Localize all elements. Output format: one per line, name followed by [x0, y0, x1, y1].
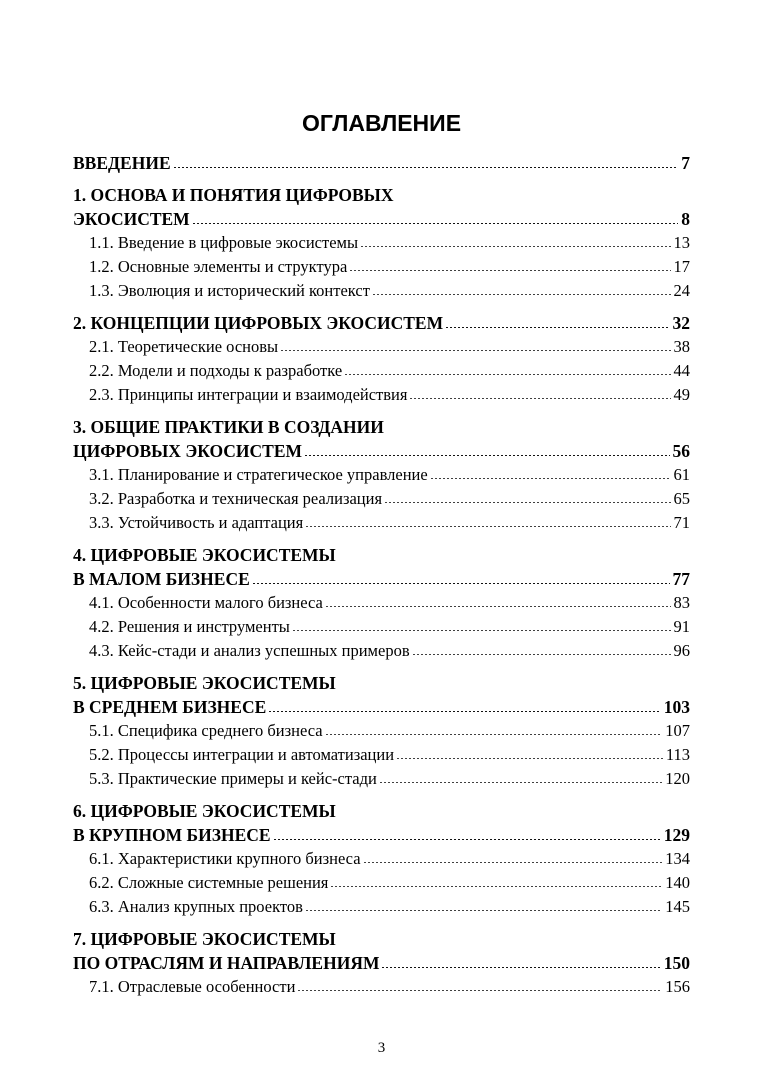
- subsection-entry[interactable]: [73, 719, 690, 743]
- chapter-heading[interactable]: [73, 311, 690, 335]
- subsection-entry[interactable]: [73, 615, 690, 639]
- entry-page: 65: [673, 489, 690, 508]
- dot-leader: [173, 167, 679, 168]
- toc-entry[interactable]: [73, 151, 690, 175]
- entry-page: 32: [672, 313, 690, 333]
- toc-entry[interactable]: [73, 207, 690, 231]
- toc-entry[interactable]: [73, 823, 690, 847]
- chapter-block: [73, 311, 690, 407]
- chapter-heading[interactable]: [73, 671, 690, 719]
- chapter-block: [73, 151, 690, 175]
- subsection-entry[interactable]: [73, 231, 690, 255]
- toc-entry[interactable]: [89, 463, 690, 487]
- chapter-block: [73, 799, 690, 919]
- entry-title: 1.3. Эволюция и исторический контекст: [89, 281, 370, 300]
- toc-entry[interactable]: [89, 359, 690, 383]
- dot-leader: [381, 967, 660, 968]
- chapter-block: [73, 927, 690, 999]
- toc-entry[interactable]: [73, 567, 690, 591]
- entry-title: ЦИФРОВЫХ ЭКОСИСТЕМ: [73, 441, 303, 461]
- entry-title: 6.3. Анализ крупных проектов: [89, 897, 303, 916]
- entry-page: 120: [665, 769, 690, 788]
- chapter-heading[interactable]: [73, 927, 690, 975]
- subsection-entry[interactable]: [73, 511, 690, 535]
- entry-title: 5. ЦИФРОВЫЕ ЭКОСИСТЕМЫ: [73, 673, 336, 693]
- subsection-entry[interactable]: [73, 487, 690, 511]
- subsection-entry[interactable]: [73, 279, 690, 303]
- dot-leader: [325, 734, 663, 735]
- dot-leader: [384, 502, 670, 503]
- entry-page: 107: [665, 721, 690, 740]
- entry-page: 7: [681, 153, 690, 173]
- page-number: 3: [377, 1040, 386, 1056]
- entry-title: 4.2. Решения и инструменты: [89, 617, 290, 636]
- subsection-entry[interactable]: [73, 383, 690, 407]
- chapter-block: [73, 543, 690, 663]
- entry-title: В СРЕДНЕМ БИЗНЕСЕ: [73, 697, 267, 717]
- toc-entry[interactable]: [89, 335, 690, 359]
- chapter-heading[interactable]: [73, 543, 690, 591]
- entry-page: 129: [663, 825, 690, 845]
- toc-entry[interactable]: [73, 183, 690, 207]
- entry-title: ПО ОТРАСЛЯМ И НАПРАВЛЕНИЯМ: [73, 953, 380, 973]
- entry-page: 71: [673, 513, 690, 532]
- toc-entry[interactable]: [89, 615, 690, 639]
- subsection-entry[interactable]: [73, 871, 690, 895]
- entry-title: 6.2. Сложные системные решения: [89, 873, 329, 892]
- subsection-entry[interactable]: [73, 975, 690, 999]
- dot-leader: [360, 246, 670, 247]
- toc-entry[interactable]: [89, 975, 690, 999]
- toc-entry[interactable]: [89, 847, 690, 871]
- entry-page: 44: [673, 361, 690, 380]
- chapter-heading[interactable]: [73, 151, 690, 175]
- toc-entry[interactable]: [89, 511, 690, 535]
- toc-entry[interactable]: [89, 487, 690, 511]
- subsection-entry[interactable]: [73, 767, 690, 791]
- toc-entry[interactable]: [73, 311, 690, 335]
- chapter-block: [73, 415, 690, 535]
- dot-leader: [430, 478, 671, 479]
- dot-leader: [445, 327, 669, 328]
- toc-entry[interactable]: [89, 383, 690, 407]
- toc-entry[interactable]: [89, 871, 690, 895]
- entry-title: 3. ОБЩИЕ ПРАКТИКИ В СОЗДАНИИ: [73, 417, 384, 437]
- toc-entry[interactable]: [73, 799, 690, 823]
- dot-leader: [330, 886, 662, 887]
- dot-leader: [363, 862, 663, 863]
- entry-title: 1.1. Введение в цифровые экосистемы: [89, 233, 359, 252]
- toc-entry[interactable]: [89, 895, 690, 919]
- dot-leader: [297, 990, 662, 991]
- table-of-contents: [73, 151, 690, 999]
- dot-leader: [372, 294, 671, 295]
- entry-page: 91: [673, 617, 690, 636]
- entry-title: 3.2. Разработка и техническая реализация: [89, 489, 383, 508]
- entry-title: 3.1. Планирование и стратегическое управление: [89, 465, 428, 484]
- entry-page: 156: [665, 977, 690, 996]
- entry-page: 145: [665, 897, 690, 916]
- dot-leader: [409, 398, 670, 399]
- entry-title: 5.3. Практические примеры и кейс-стади: [89, 769, 377, 788]
- dot-leader: [379, 782, 662, 783]
- dot-leader: [192, 223, 679, 224]
- dot-leader: [325, 606, 671, 607]
- toc-entry[interactable]: [73, 671, 690, 695]
- chapter-block: [73, 183, 690, 303]
- subsection-entry[interactable]: [73, 847, 690, 871]
- entry-title: 2. КОНЦЕПЦИИ ЦИФРОВЫХ ЭКОСИСТЕМ: [73, 313, 444, 333]
- entry-title: ЭКОСИСТЕМ: [73, 209, 190, 229]
- entry-title: 6. ЦИФРОВЫЕ ЭКОСИСТЕМЫ: [73, 801, 336, 821]
- toc-entry[interactable]: [89, 591, 690, 615]
- entry-title: 5.2. Процессы интеграции и автоматизации: [89, 745, 395, 764]
- toc-entry[interactable]: [89, 719, 690, 743]
- entry-title: В КРУПНОМ БИЗНЕСЕ: [73, 825, 271, 845]
- entry-page: 140: [665, 873, 690, 892]
- entry-page: 96: [673, 641, 690, 660]
- dot-leader: [280, 350, 670, 351]
- entry-page: 103: [663, 697, 690, 717]
- subsection-entry[interactable]: [73, 743, 690, 767]
- entry-page: 77: [672, 569, 690, 589]
- entry-page: 17: [673, 257, 690, 276]
- subsection-entry[interactable]: [73, 359, 690, 383]
- entry-page: 113: [665, 745, 690, 764]
- toc-entry[interactable]: [73, 927, 690, 951]
- entry-page: 150: [663, 953, 690, 973]
- chapter-heading[interactable]: [73, 799, 690, 847]
- dot-leader: [252, 583, 670, 584]
- toc-entry[interactable]: [89, 743, 690, 767]
- dot-leader: [396, 758, 663, 759]
- entry-title: 7. ЦИФРОВЫЕ ЭКОСИСТЕМЫ: [73, 929, 336, 949]
- toc-entry[interactable]: [73, 543, 690, 567]
- chapter-heading[interactable]: [73, 415, 690, 463]
- page-title: ОГЛАВЛЕНИЕ: [301, 110, 462, 136]
- toc-entry[interactable]: [89, 279, 690, 303]
- chapter-block: [73, 671, 690, 791]
- entry-page: 56: [672, 441, 690, 461]
- toc-entry[interactable]: [89, 231, 690, 255]
- entry-page: 24: [673, 281, 690, 300]
- entry-title: 1.2. Основные элементы и структура: [89, 257, 348, 276]
- toc-entry[interactable]: [73, 415, 690, 439]
- subsection-entry[interactable]: [73, 255, 690, 279]
- entry-page: 49: [673, 385, 690, 404]
- dot-leader: [305, 910, 662, 911]
- entry-page: 83: [673, 593, 690, 612]
- entry-title: 1. ОСНОВА И ПОНЯТИЯ ЦИФРОВЫХ: [73, 185, 394, 205]
- subsection-entry[interactable]: [73, 463, 690, 487]
- entry-page: 38: [673, 337, 690, 356]
- subsection-entry[interactable]: [73, 639, 690, 663]
- dot-leader: [304, 455, 669, 456]
- subsection-entry[interactable]: [73, 895, 690, 919]
- toc-entry[interactable]: [89, 767, 690, 791]
- entry-title: 6.1. Характеристики крупного бизнеса: [89, 849, 361, 868]
- entry-title: 4.3. Кейс-стади и анализ успешных примеров: [89, 641, 410, 660]
- entry-title: 4.1. Особенности малого бизнеса: [89, 593, 323, 612]
- entry-title: 4. ЦИФРОВЫЕ ЭКОСИСТЕМЫ: [73, 545, 336, 565]
- dot-leader: [349, 270, 670, 271]
- dot-leader: [412, 654, 671, 655]
- entry-title: 3.3. Устойчивость и адаптация: [89, 513, 304, 532]
- dot-leader: [292, 630, 671, 631]
- dot-leader: [273, 839, 661, 840]
- entry-title: ВВЕДЕНИЕ: [73, 153, 171, 173]
- entry-title: 5.1. Специфика среднего бизнеса: [89, 721, 323, 740]
- entry-title: В МАЛОМ БИЗНЕСЕ: [73, 569, 250, 589]
- entry-title: 2.3. Принципы интеграции и взаимодействия: [89, 385, 408, 404]
- entry-title: 2.1. Теоретические основы: [89, 337, 279, 356]
- subsection-entry[interactable]: [73, 591, 690, 615]
- entry-page: 134: [665, 849, 690, 868]
- entry-page: 13: [673, 233, 690, 252]
- toc-entry[interactable]: [73, 439, 690, 463]
- toc-entry[interactable]: [73, 951, 690, 975]
- entry-title: 7.1. Отраслевые особенности: [89, 977, 296, 996]
- toc-entry[interactable]: [89, 255, 690, 279]
- dot-leader: [344, 374, 670, 375]
- chapter-heading[interactable]: [73, 183, 690, 231]
- dot-leader: [268, 711, 660, 712]
- subsection-entry[interactable]: [73, 335, 690, 359]
- dot-leader: [305, 526, 670, 527]
- entry-title: 2.2. Модели и подходы к разработке: [89, 361, 343, 380]
- toc-entry[interactable]: [89, 639, 690, 663]
- toc-entry[interactable]: [73, 695, 690, 719]
- entry-page: 8: [681, 209, 690, 229]
- entry-page: 61: [673, 465, 690, 484]
